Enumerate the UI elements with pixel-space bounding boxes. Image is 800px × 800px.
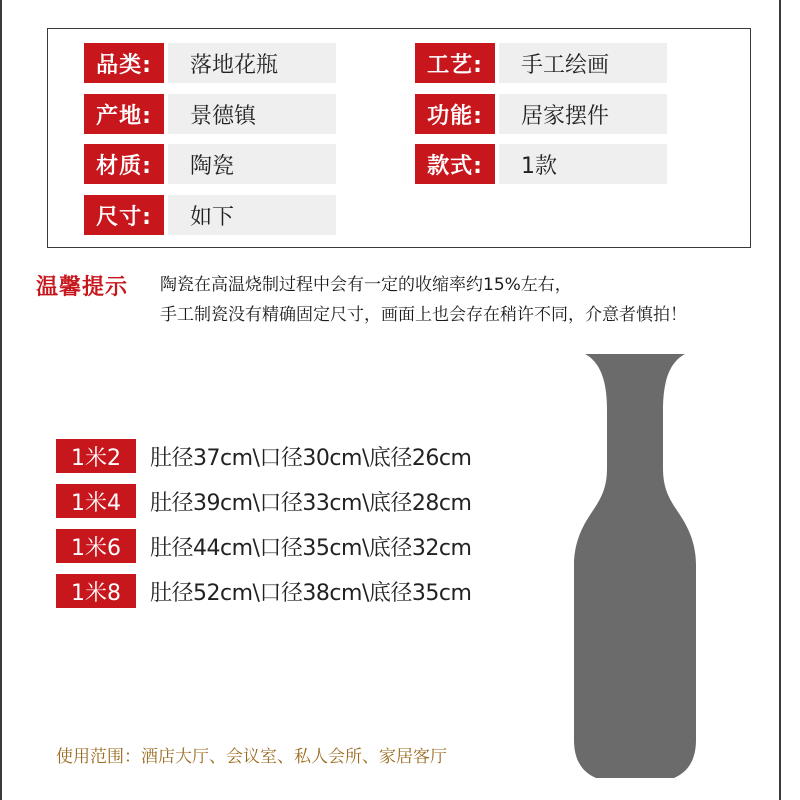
spec-value: 陶瓷 bbox=[168, 144, 336, 184]
right-frame-line bbox=[779, 0, 781, 800]
spec-label: 工艺: bbox=[415, 43, 495, 83]
spec-value: 落地花瓶 bbox=[168, 43, 336, 83]
size-tag: 1米2 bbox=[56, 439, 136, 473]
size-tag: 1米6 bbox=[56, 529, 136, 563]
spec-label: 功能: bbox=[415, 94, 495, 134]
vase-silhouette bbox=[560, 350, 710, 780]
size-row bbox=[56, 573, 471, 609]
spec-category bbox=[84, 43, 336, 83]
usage-scope: 使用范围：酒店大厅、会议室、私人会所、家居客厅 bbox=[56, 747, 447, 767]
size-row bbox=[56, 438, 471, 474]
spec-value: 景德镇 bbox=[168, 94, 336, 134]
notice-title: 温馨提示 bbox=[36, 275, 129, 300]
spec-label: 尺寸: bbox=[84, 195, 164, 235]
spec-label: 款式: bbox=[415, 144, 495, 184]
notice-line: 陶瓷在高温烧制过程中会有一定的收缩率约15%左右， bbox=[160, 275, 572, 295]
notice-line: 手工制瓷没有精确固定尺寸，画面上也会存在稍许不同，介意者慎拍！ bbox=[160, 305, 687, 325]
size-row bbox=[56, 483, 471, 519]
size-tag: 1米8 bbox=[56, 574, 136, 608]
spec-style bbox=[415, 144, 667, 184]
spec-function bbox=[415, 94, 667, 134]
spec-label: 材质: bbox=[84, 144, 164, 184]
spec-panel bbox=[47, 28, 751, 248]
size-dimensions: 肚径44cm\口径35cm\底径32cm bbox=[150, 535, 472, 561]
size-tag: 1米4 bbox=[56, 484, 136, 518]
spec-material bbox=[84, 144, 336, 184]
spec-value: 居家摆件 bbox=[499, 94, 667, 134]
spec-label: 品类: bbox=[84, 43, 164, 83]
spec-origin bbox=[84, 94, 336, 134]
size-dimensions: 肚径37cm\口径30cm\底径26cm bbox=[150, 445, 472, 471]
size-dimensions: 肚径52cm\口径38cm\底径35cm bbox=[150, 580, 472, 606]
spec-label: 产地: bbox=[84, 94, 164, 134]
spec-value: 手工绘画 bbox=[499, 43, 667, 83]
vase-shape bbox=[574, 354, 696, 778]
spec-size bbox=[84, 195, 336, 235]
spec-value: 如下 bbox=[168, 195, 336, 235]
size-dimensions: 肚径39cm\口径33cm\底径28cm bbox=[150, 490, 472, 516]
spec-value: 1款 bbox=[499, 144, 667, 184]
size-row bbox=[56, 528, 471, 564]
left-frame-line bbox=[0, 0, 2, 800]
spec-craft bbox=[415, 43, 667, 83]
